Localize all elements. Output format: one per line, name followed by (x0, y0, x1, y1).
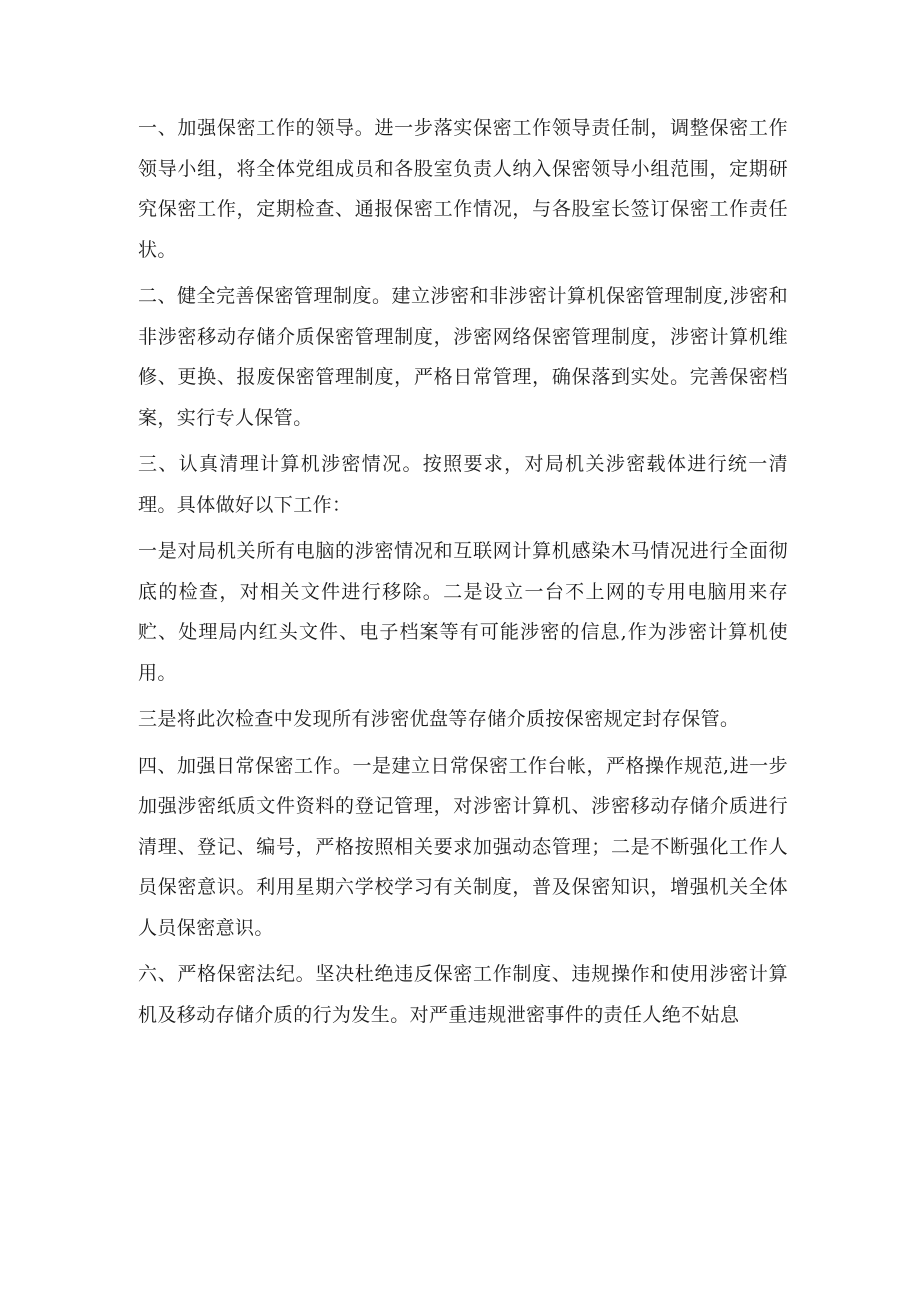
paragraph-leadership: 一、加强保密工作的领导。进一步落实保密工作领导责任制，调整保密工作领导小组，将全体党组成员和各股室负责人纳入保密领导小组范围，定期研究保密工作，定期检查、通报保密工作情况，与各股室长签订保密工作责任状。 (138, 117, 788, 261)
paragraph-discipline: 六、严格保密法纪。坚决杜绝违反保密工作制度、违规操作和使用涉密计算机及移动存储介质的行为发生。对严重违规泄密事件的责任人绝不姑息 (138, 963, 788, 1026)
paragraph-computer-cleanup: 三、认真清理计算机涉密情况。按照要求，对局机关涉密载体进行统一清理。具体做好以下工作： (138, 453, 788, 516)
paragraph-storage-sealing: 三是将此次检查中发现所有涉密优盘等存储介质按保密规定封存保管。 (138, 708, 740, 730)
paragraph-daily-work: 四、加强日常保密工作。一是建立日常保密工作台帐，严格操作规范,进一步加强涉密纸质文件资料的登记管理，对涉密计算机、涉密移动存储介质进行清理、登记、编号，严格按照相关要求加强动态管理；二是不断强化工作人员保密意识。利用星期六学校学习有关制度，普及保密知识，增强机关全体人员保密意识。 (138, 754, 788, 939)
paragraph-management-system: 二、健全完善保密管理制度。建立涉密和非涉密计算机保密管理制度,涉密和非涉密移动存储介质保密管理制度，涉密网络保密管理制度，涉密计算机维修、更换、报废保密管理制度，严格日常管理，确保落到实处。完善保密档案，实行专人保管。 (138, 285, 788, 429)
document-body (138, 108, 788, 1041)
paragraph-inspection: 一是对局机关所有电脑的涉密情况和互联网计算机感染木马情况进行全面彻底的检查，对相关文件进行移除。二是设立一台不上网的专用电脑用来存贮、处理局内红头文件、电子档案等有可能涉密的信息,作为涉密计算机使用。 (138, 540, 788, 684)
